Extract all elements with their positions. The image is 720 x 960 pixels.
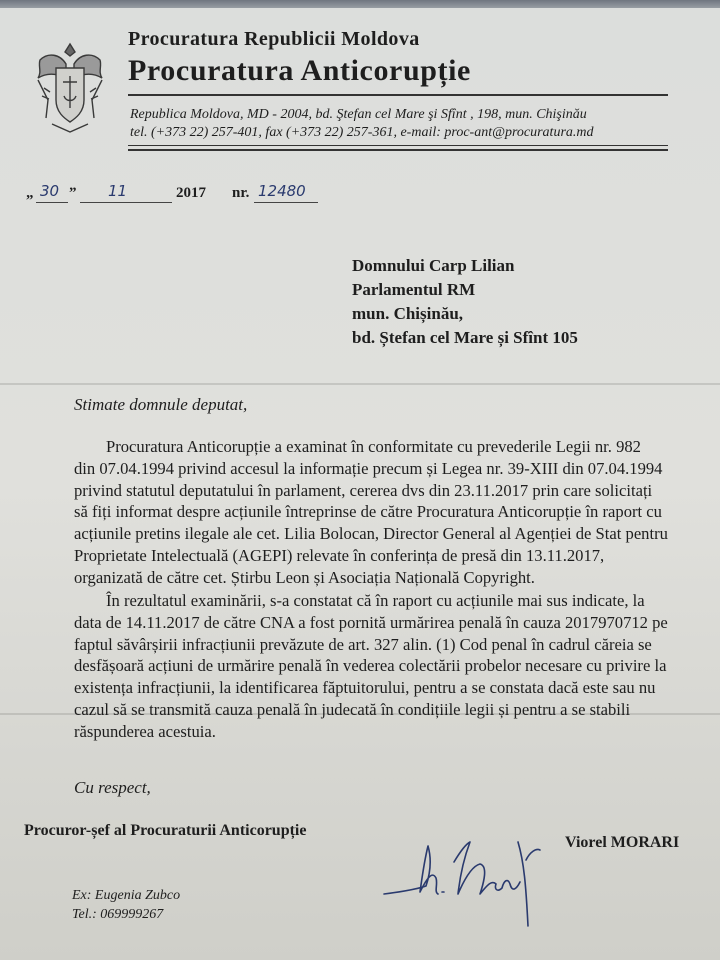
paragraph-line: existența infracțiunii, la identificarea făptuitorului, pentru a se constata dacă este sau nu [74, 678, 656, 698]
paragraph-line: Procuratura Anticorupție a examinat în conformitate cu prevederile Legii nr. 982 [106, 437, 641, 456]
registration-number: 12480 [258, 182, 306, 200]
paragraph-line: din 07.04.1994 privind accesul la informație precum și Legea nr. 39-XIII din 07.04.1994 [74, 458, 663, 478]
paragraph-line: faptul săvârșirii infracțiunii prevăzute de art. 327 alin. (1) Cod penal în cadrul căreia se [74, 634, 652, 654]
date-close-quote: ” [69, 185, 77, 201]
handwritten-signature [380, 822, 550, 932]
signatory-role: Procuror-șef al Procuraturii Anticorupție [24, 822, 307, 839]
paragraph-line: privind statutul deputatului în parlament, cererea dvs din 23.11.2017 prin care solicitați [74, 480, 653, 500]
paragraph-line: Proprietate Intelectuală (AGEPI) relevate în conferința de presă din 13.11.2017, [74, 545, 605, 565]
institution-name: Procuratura Republicii Moldova [128, 28, 420, 50]
day-underline [36, 202, 68, 203]
body-paragraph-2 [74, 590, 706, 743]
office-name: Procuratura Anticorupție [128, 54, 471, 87]
date-month: 11 [108, 182, 128, 200]
paragraph-line: acțiunile pretins ilegale ale cet. Lilia Bolocan, Director General al Agenției de Stat pentru [74, 524, 668, 544]
header-address: Republica Moldova, MD - 2004, bd. Ştefan cel Mare şi Sfînt , 198, mun. Chişinău [130, 107, 587, 122]
header-contacts: tel. (+373 22) 257-401, fax (+373 22) 257-361, e-mail: proc-ant@procuratura.md [130, 125, 594, 140]
addressee-line: bd. Ștefan cel Mare și Sfînt 105 [352, 328, 578, 347]
executor-phone: Tel.: 069999267 [72, 907, 164, 922]
addressee-line: mun. Chișinău, [352, 304, 464, 323]
paragraph-line: data de 14.11.2017 de către CNA a fost pornită urmărirea penală în cauza 2017970712 pe [74, 612, 668, 632]
paragraph-line: să fiți informat despre acțiunile întreprinse de către Procuratura Anticorupție în raport cu [74, 502, 662, 522]
closing: Cu respect, [74, 778, 151, 797]
header-rule-thick [128, 149, 668, 151]
coat-of-arms-icon [30, 38, 110, 136]
nr-label: nr. [232, 185, 250, 201]
date-year: 2017 [176, 185, 206, 201]
date-day: 30 [40, 182, 60, 200]
number-underline [254, 202, 318, 203]
paragraph-line: răspunderea acestuia. [74, 721, 216, 741]
paragraph-line: organizată de către cet. Știrbu Leon și Asociația Națională Copyright. [74, 567, 535, 587]
header-rule [128, 94, 668, 96]
executor-name: Ex: Eugenia Zubco [72, 888, 181, 903]
addressee-line: Domnului Carp Lilian [352, 256, 515, 275]
paragraph-line: cazul să se transmită cauza penală în judecată în condițiile legii și pentru a se stabili [74, 699, 631, 719]
month-underline [80, 202, 172, 203]
header-rule-thin [128, 145, 668, 146]
paragraph-line: În rezultatul examinării, s-a constatat că în raport cu acțiunile mai sus indicate, la [106, 591, 645, 610]
body-paragraph-1 [74, 436, 706, 589]
addressee-line: Parlamentul RM [352, 280, 476, 299]
paragraph-line: desfășoară acțiuni de urmărire penală în vederea colectării probelor necesare cu privire la [74, 656, 667, 676]
signatory-name: Viorel MORARI [565, 834, 680, 851]
paper-fold [0, 383, 720, 385]
date-open-quote: „ [26, 185, 34, 201]
salutation: Stimate domnule deputat, [74, 395, 248, 414]
